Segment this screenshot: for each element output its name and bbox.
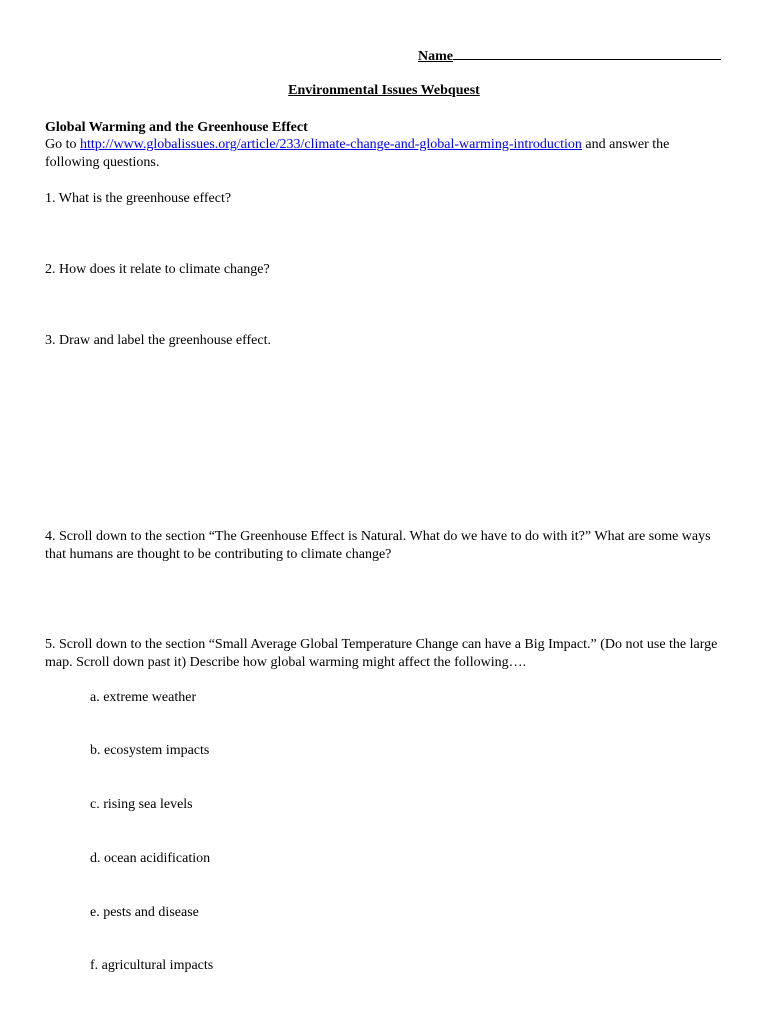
question-1: 1. What is the greenhouse effect? bbox=[45, 191, 232, 206]
section-heading: Global Warming and the Greenhouse Effect bbox=[45, 120, 308, 135]
intro-suffix: and answer the following questions. bbox=[45, 137, 670, 170]
subitem-agricultural-impacts: f. agricultural impacts bbox=[90, 958, 214, 973]
globalissues-link[interactable]: http://www.globalissues.org/article/233/climate-change-and-global-warming-introduction bbox=[80, 137, 582, 152]
page-title: Environmental Issues Webquest bbox=[288, 83, 480, 98]
question-4: 4. Scroll down to the section “The Greenhouse Effect is Natural. What do we have to do with it?” What are some ways that humans are thought to be contributing to climate change? bbox=[45, 529, 711, 562]
question-5: 5. Scroll down to the section “Small Average Global Temperature Change can have a Big Impact.” (Do not use the large map. Scroll down past it) Describe how global warming might affect the following…. bbox=[45, 637, 718, 670]
subitem-extreme-weather: a. extreme weather bbox=[90, 690, 197, 705]
subitem-rising-sea-levels: c. rising sea levels bbox=[90, 797, 193, 812]
name-label: Name bbox=[418, 49, 453, 64]
intro-prefix: Go to bbox=[45, 137, 80, 152]
question-3: 3. Draw and label the greenhouse effect. bbox=[45, 333, 271, 348]
subitem-ecosystem-impacts: b. ecosystem impacts bbox=[90, 743, 210, 758]
subitem-ocean-acidification: d. ocean acidification bbox=[90, 851, 211, 866]
intro-paragraph bbox=[45, 136, 727, 172]
name-field-label bbox=[418, 47, 721, 66]
name-blank-line bbox=[453, 47, 721, 60]
subitem-pests-and-disease: e. pests and disease bbox=[90, 905, 199, 920]
question-2: 2. How does it relate to climate change? bbox=[45, 262, 270, 277]
